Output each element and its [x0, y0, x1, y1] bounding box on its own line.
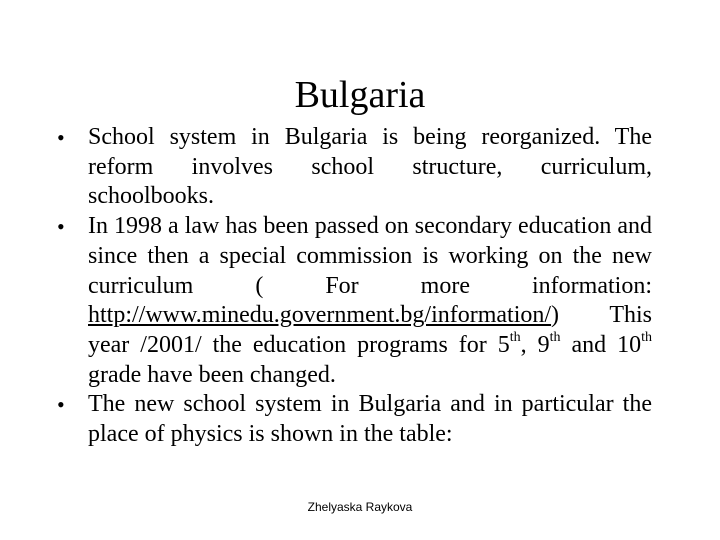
- slide-title: [0, 72, 720, 118]
- ordinal-suffix: th: [509, 329, 521, 345]
- grade-text-prefix: and 10: [571, 331, 642, 358]
- ministry-information-link[interactable]: http://www.minedu.government.bg/information/: [88, 302, 552, 329]
- bullet-dot-icon: •: [57, 125, 65, 150]
- bullet-text: In 1998 a law has been passed on secondary education and since then a special commission is working on the new curriculum ( For more information:: [88, 213, 652, 299]
- bullet-item-school-system: [57, 123, 652, 212]
- bullet-item-new-system: [57, 390, 652, 449]
- ordinal-separator: , 9: [520, 331, 550, 358]
- slide-title-text: Bulgaria: [294, 74, 426, 116]
- bullet-dot-icon: •: [57, 214, 65, 240]
- bullet-text: School system in Bulgaria is being reorganized. The reform involves school structure, curriculum, schoolbooks.: [88, 124, 652, 210]
- bullet-dot-icon: •: [57, 392, 65, 418]
- grade-text-suffix: grade have been changed.: [88, 361, 336, 388]
- footer-author-text: Zhelyaska Raykova: [307, 500, 413, 514]
- footer-author: [0, 500, 720, 514]
- ordinal-suffix: th: [549, 329, 561, 345]
- ordinal-suffix: th: [641, 329, 653, 345]
- bullet-item-law-1998: [57, 212, 653, 390]
- bullet-list: [57, 123, 653, 450]
- link-closing-paren: ): [551, 302, 560, 329]
- programs-changed-text: This year /2001/ the education programs for 5: [88, 302, 652, 358]
- bullet-text: The new school system in Bulgaria and in particular the place of physics is shown in the table:: [88, 391, 652, 448]
